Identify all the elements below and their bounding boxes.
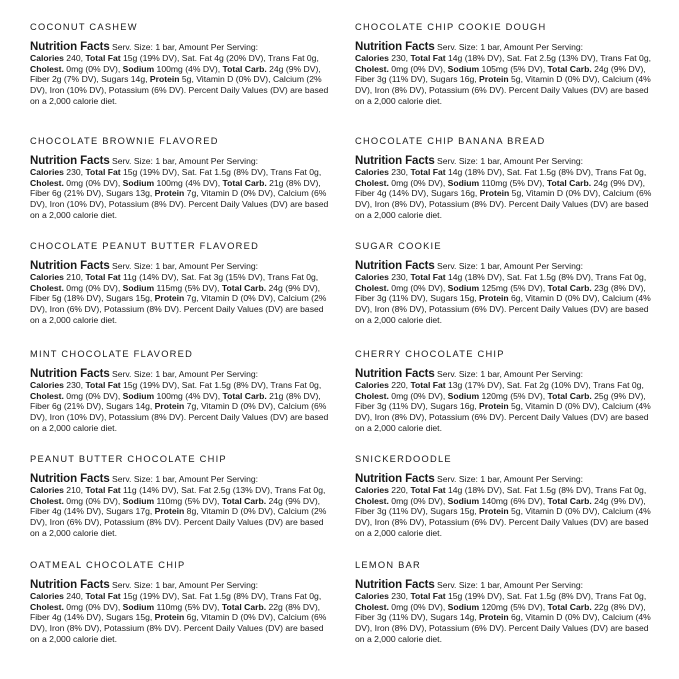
nutrient-label: Sodium (122, 601, 155, 612)
nutrient-label: Cholest. (30, 63, 64, 74)
flavor-title: SUGAR COOKIE (355, 241, 442, 251)
nutrient-label: Calories (355, 484, 389, 495)
serving-info: Serv. Size: 1 bar, Amount Per Serving: (109, 156, 259, 166)
nutrient-value: 0mg (0% DV), (388, 282, 448, 293)
nutrient-value: 7g, Vitamin D (0% DV), Calcium (6% DV), Iron (10% DV), Potassium (8% DV). Percent Daily Values (DV) are based on a 2,000 calorie diet. (30, 188, 329, 220)
flavor-title: COCONUT CASHEW (30, 22, 138, 32)
nutrient-label: Sodium (122, 495, 155, 506)
nutrient-value: 5g, Vitamin D (0% DV), Calcium (4% DV), Iron (8% DV), Potassium (6% DV). Percent Daily Values (DV) are based on a 2,000 calorie diet. (355, 74, 651, 106)
nutrient-value: 6g, Vitamin D (0% DV), Calcium (4% DV), Iron (8% DV), Potassium (6% DV). Percent Daily Values (DV) are based on a 2,000 calorie diet. (355, 293, 651, 325)
nutrient-value: 0mg (0% DV), (388, 177, 448, 188)
nutrient-value: 22g (8% DV), Fiber 3g (11% DV), Sugars 14g, (355, 601, 646, 623)
nutrient-value: 210, (63, 271, 86, 282)
flavor-card (30, 454, 330, 539)
nutrient-value: 0mg (0% DV), (388, 601, 448, 612)
nutrition-text (355, 42, 655, 107)
nutrition-text (30, 156, 330, 221)
nutrient-label: Sodium (122, 282, 155, 293)
flavor-title: PEANUT BUTTER CHOCOLATE CHIP (30, 454, 227, 464)
nutrient-label: Cholest. (355, 495, 389, 506)
nutrient-label: Protein (154, 612, 185, 623)
nutrient-value: 8g, Vitamin D (0% DV), Calcium (2% DV), Iron (6% DV), Potassium (8% DV). Percent Daily Values (DV) are based on a 2,000 calorie diet. (30, 506, 327, 538)
nutrition-text (30, 261, 330, 326)
nutrient-value: 5g, Vitamin D (0% DV), Calcium (4% DV), Iron (8% DV), Potassium (6% DV). Percent Daily Values (DV) are based on a 2,000 calorie diet. (355, 506, 651, 538)
nutrient-value: 0mg (0% DV), (63, 390, 123, 401)
serving-info: Serv. Size: 1 bar, Amount Per Serving: (434, 369, 584, 379)
nutrient-label: Calories (30, 590, 64, 601)
nutrient-value: 0mg (0% DV), (63, 495, 123, 506)
flavor-title: SNICKERDOODLE (355, 454, 452, 464)
nutrient-label: Cholest. (30, 390, 64, 401)
nutrient-value: 5g, Vitamin D (0% DV), Calcium (4% DV), Iron (8% DV), Potassium (6% DV). Percent Daily Values (DV) are based on a 2,000 calorie diet. (355, 401, 651, 433)
nutrient-label: Calories (355, 590, 389, 601)
nutrient-value: 0mg (0% DV), (63, 63, 123, 74)
flavor-title: CHOCOLATE CHIP COOKIE DOUGH (355, 22, 547, 32)
nutrient-label: Total Carb. (547, 63, 592, 74)
nutrient-value: 5g, Vitamin D (0% DV), Calcium (6% DV), Iron (8% DV), Potassium (8% DV). Percent Daily Values (DV) are based on a 2,000 calorie diet. (355, 188, 652, 220)
nutrition-facts-heading: Nutrition Facts (30, 41, 110, 53)
nutrient-value: 7g, Vitamin D (0% DV), Calcium (2% DV), Iron (6% DV), Potassium (8% DV). Percent Daily Values (DV) are based on a 2,000 calorie diet. (30, 293, 327, 325)
nutrient-label: Cholest. (355, 63, 389, 74)
nutrient-value: 24g (9% DV), Fiber 2g (7% DV), Sugars 14g, (30, 63, 321, 85)
nutrient-label: Cholest. (30, 177, 64, 188)
nutrient-label: Total Fat (85, 379, 121, 390)
flavor-card (30, 241, 330, 326)
nutrient-value: 6g, Vitamin D (0% DV), Calcium (6% DV), Iron (8% DV), Potassium (8% DV). Percent Daily Values (DV) are based on a 2,000 calorie diet. (30, 612, 327, 644)
nutrient-label: Total Carb. (546, 177, 592, 188)
nutrient-label: Total Fat (85, 590, 121, 601)
nutrient-value: 15g (19% DV), Sat. Fat 1.5g (8% DV), Trans Fat 0g, (120, 379, 322, 390)
nutrient-label: Protein (154, 188, 185, 199)
nutrient-value: 23g (8% DV), Fiber 3g (11% DV), Sugars 15g, (355, 282, 646, 304)
flavor-card (355, 136, 655, 221)
nutrient-label: Protein (479, 188, 510, 199)
nutrient-value: 24g (9% DV), Fiber 4g (14% DV), Sugars 17g, (30, 495, 321, 517)
nutrient-value: 22g (8% DV), Fiber 4g (14% DV), Sugars 15g, (30, 601, 321, 623)
nutrition-facts-heading: Nutrition Facts (30, 155, 110, 167)
nutrient-value: 110mg (5% DV), (154, 601, 222, 612)
nutrient-value: 5g, Vitamin D (0% DV), Calcium (2% DV), Iron (10% DV), Potassium (6% DV). Percent Daily Values (DV) are based on a 2,000 calorie diet. (30, 74, 329, 106)
nutrition-text (355, 261, 655, 326)
flavor-card (30, 560, 330, 645)
nutrient-label: Calories (355, 166, 389, 177)
nutrient-value: 105mg (5% DV), (479, 63, 548, 74)
nutrition-text (355, 580, 655, 645)
nutrient-value: 24g (9% DV), Fiber 3g (11% DV), Sugars 16g, (355, 63, 646, 85)
nutrient-label: Total Fat (85, 52, 121, 63)
nutrition-text (355, 156, 655, 221)
nutrient-value: 115mg (5% DV), (154, 282, 222, 293)
nutrient-label: Total Fat (410, 590, 446, 601)
nutrient-value: 220, (388, 484, 411, 495)
nutrient-value: 230, (63, 166, 86, 177)
nutrient-label: Protein (479, 74, 509, 85)
nutrient-label: Total Carb. (222, 390, 267, 401)
nutrient-value: 15g (19% DV), Sat. Fat 1.5g (8% DV), Trans Fat 0g, (445, 590, 647, 601)
nutrient-label: Protein (149, 74, 180, 85)
nutrient-label: Total Carb. (547, 282, 592, 293)
nutrient-value: 11g (14% DV), Sat. Fat 2.5g (13% DV), Trans Fat 0g, (120, 484, 326, 495)
nutrient-value: 100mg (4% DV), (154, 63, 223, 74)
nutrient-label: Calories (355, 52, 389, 63)
nutrient-label: Total Fat (410, 52, 446, 63)
nutrient-value: 21g (8% DV), Fiber 6g (21% DV), Sugars 13g, (30, 177, 321, 199)
serving-info: Serv. Size: 1 bar, Amount Per Serving: (434, 261, 584, 271)
nutrient-label: Total Carb. (222, 63, 267, 74)
flavor-title: CHOCOLATE BROWNIE FLAVORED (30, 136, 219, 146)
nutrient-value: 100mg (4% DV), (154, 177, 223, 188)
nutrient-label: Total Fat (410, 271, 446, 282)
nutrient-value: 125mg (5% DV), (479, 282, 548, 293)
serving-info: Serv. Size: 1 bar, Amount Per Serving: (109, 474, 259, 484)
nutrient-value: 140mg (6% DV), (479, 495, 548, 506)
nutrient-label: Sodium (122, 390, 155, 401)
nutrient-label: Cholest. (30, 601, 64, 612)
nutrient-label: Total Carb. (222, 177, 267, 188)
nutrient-value: 230, (388, 271, 411, 282)
nutrition-text (30, 474, 330, 539)
nutrient-label: Total Carb. (547, 601, 592, 612)
serving-info: Serv. Size: 1 bar, Amount Per Serving: (109, 261, 259, 271)
serving-info: Serv. Size: 1 bar, Amount Per Serving: (109, 580, 259, 590)
flavor-title: CHOCOLATE CHIP BANANA BREAD (355, 136, 546, 146)
nutrient-value: 120mg (5% DV), (479, 601, 548, 612)
nutrient-value: 120mg (5% DV), (479, 390, 548, 401)
nutrient-label: Calories (30, 166, 64, 177)
nutrient-value: 100mg (4% DV), (154, 390, 223, 401)
nutrient-label: Calories (30, 52, 64, 63)
nutrient-value: 14g (18% DV), Sat. Fat 2.5g (13% DV), Trans Fat 0g, (445, 52, 651, 63)
nutrient-label: Cholest. (355, 177, 389, 188)
nutrient-value: 0mg (0% DV), (388, 390, 448, 401)
nutrient-label: Total Carb. (547, 390, 592, 401)
nutrient-label: Cholest. (355, 390, 389, 401)
nutrient-label: Protein (479, 293, 509, 304)
nutrient-label: Sodium (447, 601, 480, 612)
flavor-title: OATMEAL CHOCOLATE CHIP (30, 560, 186, 570)
nutrient-label: Protein (479, 401, 509, 412)
flavor-card (30, 349, 330, 434)
nutrient-label: Calories (30, 379, 64, 390)
nutrient-label: Sodium (122, 63, 155, 74)
nutrition-text (355, 474, 655, 539)
nutrient-label: Total Fat (85, 484, 121, 495)
nutrient-label: Total Carb. (221, 601, 267, 612)
nutrition-text (355, 369, 655, 434)
nutrient-label: Sodium (447, 390, 480, 401)
nutrient-value: 110mg (5% DV), (154, 495, 222, 506)
nutrient-value: 0mg (0% DV), (388, 63, 448, 74)
nutrient-label: Cholest. (355, 282, 389, 293)
nutrition-facts-heading: Nutrition Facts (355, 41, 435, 53)
flavor-card (355, 454, 655, 539)
serving-info: Serv. Size: 1 bar, Amount Per Serving: (434, 580, 584, 590)
flavor-title: CHERRY CHOCOLATE CHIP (355, 349, 505, 359)
serving-info: Serv. Size: 1 bar, Amount Per Serving: (434, 156, 584, 166)
nutrient-label: Protein (479, 612, 509, 623)
nutrient-label: Protein (479, 506, 509, 517)
nutrient-label: Total Fat (85, 271, 121, 282)
nutrient-value: 0mg (0% DV), (63, 282, 123, 293)
nutrition-facts-heading: Nutrition Facts (355, 155, 435, 167)
nutrient-label: Sodium (447, 63, 480, 74)
nutrient-value: 15g (19% DV), Sat. Fat 1.5g (8% DV), Trans Fat 0g, (120, 166, 322, 177)
nutrient-label: Protein (154, 506, 185, 517)
nutrient-value: 230, (63, 379, 86, 390)
nutrient-label: Total Fat (410, 166, 446, 177)
nutrient-value: 230, (388, 590, 411, 601)
nutrition-text (30, 369, 330, 434)
nutrition-facts-heading: Nutrition Facts (30, 368, 110, 380)
flavor-card (355, 560, 655, 645)
nutrient-label: Sodium (447, 282, 480, 293)
nutrition-facts-heading: Nutrition Facts (355, 368, 435, 380)
nutrient-value: 6g, Vitamin D (0% DV), Calcium (4% DV), Iron (8% DV), Potassium (6% DV). Percent Daily Values (DV) are based on a 2,000 calorie diet. (355, 612, 651, 644)
nutrient-label: Total Carb. (547, 495, 592, 506)
serving-info: Serv. Size: 1 bar, Amount Per Serving: (109, 369, 259, 379)
nutrient-label: Total Fat (410, 379, 446, 390)
nutrient-label: Cholest. (355, 601, 389, 612)
nutrient-value: 24g (9% DV), Fiber 3g (11% DV), Sugars 15g, (355, 495, 646, 517)
flavor-card (355, 22, 655, 107)
nutrient-label: Sodium (122, 177, 155, 188)
nutrition-facts-heading: Nutrition Facts (30, 260, 110, 272)
nutrient-value: 0mg (0% DV), (63, 177, 123, 188)
nutrient-value: 15g (19% DV), Sat. Fat 4g (20% DV), Trans Fat 0g, (120, 52, 319, 63)
nutrient-label: Protein (154, 401, 185, 412)
nutrient-value: 11g (14% DV), Sat. Fat 3g (15% DV), Trans Fat 0g, (120, 271, 319, 282)
nutrient-value: 14g (18% DV), Sat. Fat 1.5g (8% DV), Trans Fat 0g, (445, 484, 647, 495)
nutrient-label: Calories (30, 484, 64, 495)
nutrient-value: 13g (17% DV), Sat. Fat 2g (10% DV), Trans Fat 0g, (445, 379, 644, 390)
nutrient-label: Protein (154, 293, 185, 304)
nutrition-facts-heading: Nutrition Facts (30, 473, 110, 485)
nutrition-text (30, 42, 330, 107)
nutrient-value: 230, (388, 166, 411, 177)
nutrient-value: 230, (388, 52, 411, 63)
nutrient-label: Calories (355, 379, 389, 390)
nutrition-facts-heading: Nutrition Facts (30, 579, 110, 591)
nutrient-value: 110mg (5% DV), (479, 177, 547, 188)
nutrition-text (30, 580, 330, 645)
nutrient-label: Total Carb. (221, 495, 267, 506)
serving-info: Serv. Size: 1 bar, Amount Per Serving: (109, 42, 259, 52)
nutrient-value: 25g (9% DV), Fiber 3g (11% DV), Sugars 16g, (355, 390, 646, 412)
nutrient-label: Calories (355, 271, 389, 282)
nutrient-label: Total Fat (410, 484, 446, 495)
nutrient-value: 210, (63, 484, 86, 495)
flavor-card (355, 349, 655, 434)
serving-info: Serv. Size: 1 bar, Amount Per Serving: (434, 42, 584, 52)
nutrient-label: Sodium (447, 495, 480, 506)
nutrient-value: 7g, Vitamin D (0% DV), Calcium (6% DV), Iron (10% DV), Potassium (8% DV). Percent Daily Values (DV) are based on a 2,000 calorie diet. (30, 401, 329, 433)
flavor-title: CHOCOLATE PEANUT BUTTER FLAVORED (30, 241, 260, 251)
nutrient-value: 0mg (0% DV), (388, 495, 448, 506)
nutrition-facts-heading: Nutrition Facts (355, 579, 435, 591)
nutrition-facts-heading: Nutrition Facts (355, 260, 435, 272)
nutrient-label: Total Fat (85, 166, 121, 177)
nutrient-label: Cholest. (30, 495, 64, 506)
nutrient-label: Calories (30, 271, 64, 282)
nutrient-label: Sodium (447, 177, 480, 188)
nutrient-value: 0mg (0% DV), (63, 601, 123, 612)
nutrient-value: 240, (63, 52, 86, 63)
nutrient-value: 220, (388, 379, 411, 390)
serving-info: Serv. Size: 1 bar, Amount Per Serving: (434, 474, 584, 484)
flavor-card (355, 241, 655, 326)
nutrient-value: 24g (9% DV), Fiber 5g (18% DV), Sugars 15g, (30, 282, 321, 304)
nutrient-value: 15g (19% DV), Sat. Fat 1.5g (8% DV), Trans Fat 0g, (120, 590, 322, 601)
flavor-title: LEMON BAR (355, 560, 422, 570)
nutrient-value: 14g (18% DV), Sat. Fat 1.5g (8% DV), Trans Fat 0g, (445, 166, 647, 177)
nutrient-value: 21g (8% DV), Fiber 6g (21% DV), Sugars 14g, (30, 390, 321, 412)
flavor-card (30, 22, 330, 107)
nutrient-value: 240, (63, 590, 86, 601)
nutrition-facts-heading: Nutrition Facts (355, 473, 435, 485)
nutrient-label: Cholest. (30, 282, 64, 293)
flavor-card (30, 136, 330, 221)
nutrient-value: 24g (9% DV), Fiber 4g (14% DV), Sugars 16g, (355, 177, 646, 199)
flavor-title: MINT CHOCOLATE FLAVORED (30, 349, 194, 359)
nutrient-label: Total Carb. (221, 282, 267, 293)
nutrient-value: 14g (18% DV), Sat. Fat 1.5g (8% DV), Trans Fat 0g, (445, 271, 647, 282)
